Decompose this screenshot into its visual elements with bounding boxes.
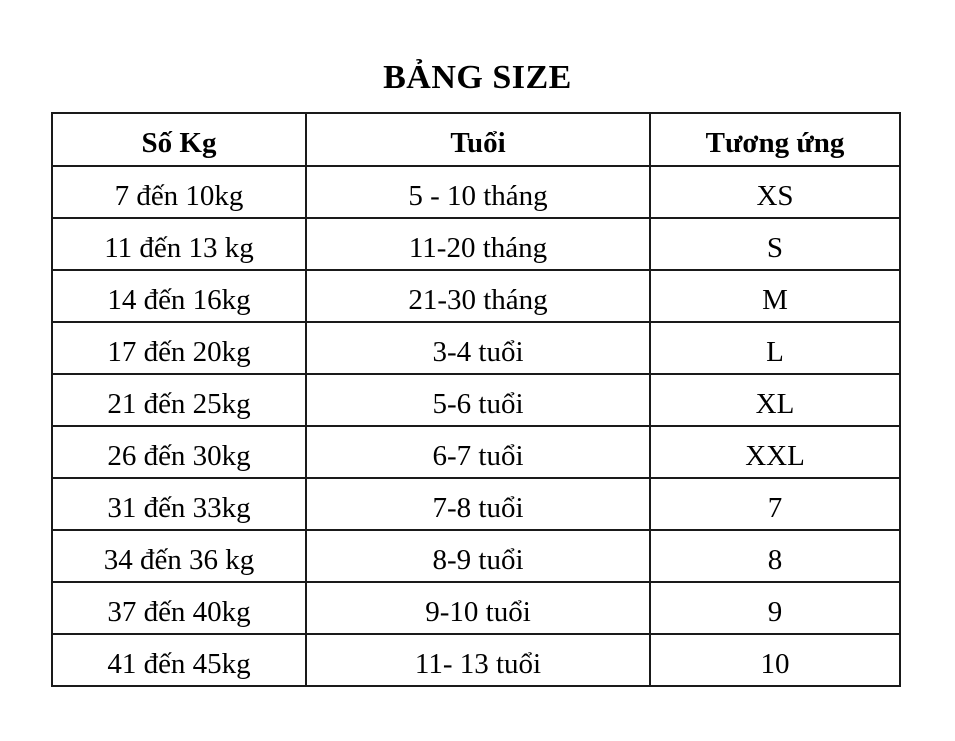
weight-cell: 11 đến 13 kg <box>52 218 306 270</box>
table-row <box>52 478 900 530</box>
size-table <box>51 112 901 687</box>
age-cell: 8-9 tuổi <box>306 530 650 582</box>
weight-cell: 41 đến 45kg <box>52 634 306 686</box>
size-cell: XL <box>650 374 900 426</box>
table-header-row <box>52 113 900 166</box>
size-cell: M <box>650 270 900 322</box>
column-header-weight: Số Kg <box>52 113 306 166</box>
table-row <box>52 634 900 686</box>
weight-cell: 14 đến 16kg <box>52 270 306 322</box>
weight-cell: 21 đến 25kg <box>52 374 306 426</box>
size-cell: 9 <box>650 582 900 634</box>
age-cell: 5-6 tuổi <box>306 374 650 426</box>
table-row <box>52 218 900 270</box>
table-row <box>52 426 900 478</box>
size-cell: 8 <box>650 530 900 582</box>
size-cell: L <box>650 322 900 374</box>
table-row <box>52 530 900 582</box>
column-header-size: Tương ứng <box>650 113 900 166</box>
table-row <box>52 582 900 634</box>
weight-cell: 31 đến 33kg <box>52 478 306 530</box>
page-title: BẢNG SIZE <box>383 59 572 96</box>
table-row <box>52 322 900 374</box>
age-cell: 5 - 10 tháng <box>306 166 650 218</box>
table-row <box>52 374 900 426</box>
age-cell: 9-10 tuổi <box>306 582 650 634</box>
age-cell: 11-20 tháng <box>306 218 650 270</box>
size-cell: XXL <box>650 426 900 478</box>
weight-cell: 34 đến 36 kg <box>52 530 306 582</box>
weight-cell: 17 đến 20kg <box>52 322 306 374</box>
weight-cell: 26 đến 30kg <box>52 426 306 478</box>
table-row <box>52 166 900 218</box>
age-cell: 7-8 tuổi <box>306 478 650 530</box>
weight-cell: 37 đến 40kg <box>52 582 306 634</box>
column-header-age: Tuổi <box>306 113 650 166</box>
age-cell: 21-30 tháng <box>306 270 650 322</box>
age-cell: 6-7 tuổi <box>306 426 650 478</box>
weight-cell: 7 đến 10kg <box>52 166 306 218</box>
age-cell: 3-4 tuổi <box>306 322 650 374</box>
size-cell: 10 <box>650 634 900 686</box>
table-row <box>52 270 900 322</box>
size-cell: 7 <box>650 478 900 530</box>
age-cell: 11- 13 tuổi <box>306 634 650 686</box>
size-cell: XS <box>650 166 900 218</box>
size-cell: S <box>650 218 900 270</box>
